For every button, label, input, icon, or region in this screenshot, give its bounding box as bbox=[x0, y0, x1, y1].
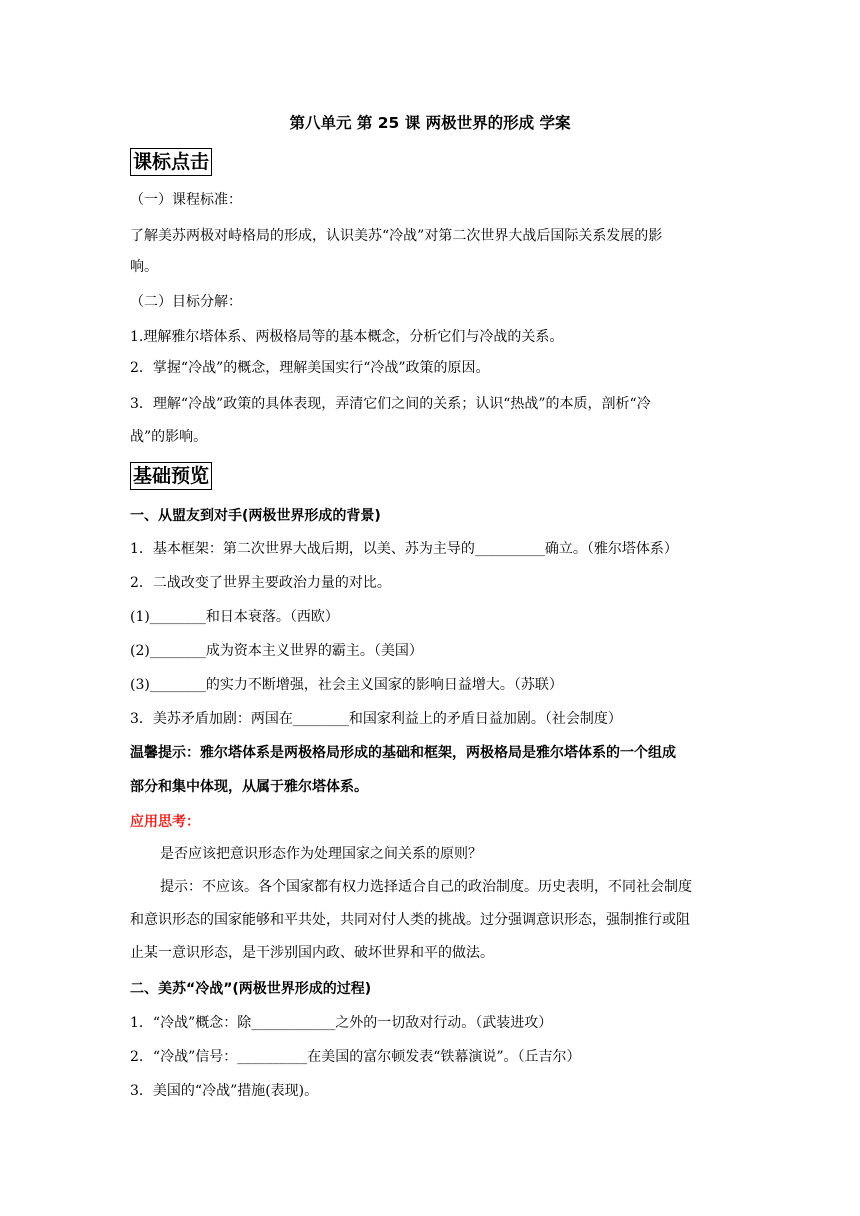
course-standard-text-1: 了解美苏两极对峙格局的形成，认识美苏“冷战”对第二次世界大战后国际关系发展的影 bbox=[130, 228, 663, 244]
tip-line-1: 温馨提示：雅尔塔体系是两极格局形成的基础和框架，两极格局是雅尔塔体系的一个组成 bbox=[130, 745, 676, 761]
apply-answer-2: 和意识形态的国家能够和平共处，共同对付人类的挑战。过分强调意识形态，强制推行或阻 bbox=[130, 912, 690, 928]
section-heading-preview: 基础预览 bbox=[130, 462, 212, 490]
part1-line-6: 3．美苏矛盾加剧：两国在________和国家利益上的矛盾日益加剧。（社会制度） bbox=[130, 711, 622, 727]
part2-line-2: 2．“冷战”信号：__________在美国的富尔顿发表“铁幕演说”。（丘吉尔） bbox=[130, 1049, 581, 1065]
course-standard-text-2: 响。 bbox=[130, 259, 158, 275]
apply-thinking-label: 应用思考： bbox=[130, 814, 200, 830]
part1-title: 一、从盟友到对手(两极世界形成的背景) bbox=[130, 508, 381, 524]
part2-line-3: 3．美国的“冷战”措施(表现)。 bbox=[130, 1083, 319, 1099]
part1-line-5: (3)________的实力不断增强，社会主义国家的影响日益增大。（苏联） bbox=[130, 677, 563, 693]
goal-item-2: 2．掌握“冷战”的概念，理解美国实行“冷战”政策的原因。 bbox=[130, 360, 490, 376]
part2-line-1: 1．“冷战”概念：除____________之外的一切敌对行动。（武装进攻） bbox=[130, 1015, 553, 1031]
tip-line-2: 部分和集中体现，从属于雅尔塔体系。 bbox=[130, 779, 368, 795]
course-standard-label: （一）课程标准： bbox=[130, 192, 242, 208]
apply-answer-3: 止某一意识形态，是干涉别国内政、破坏世界和平的做法。 bbox=[130, 945, 494, 961]
part1-line-4: (2)________成为资本主义世界的霸主。（美国） bbox=[130, 643, 423, 659]
goal-item-1: 1.理解雅尔塔体系、两极格局等的基本概念，分析它们与冷战的关系。 bbox=[130, 329, 564, 345]
apply-question: 是否应该把意识形态作为处理国家之间关系的原则？ bbox=[160, 846, 482, 862]
part1-line-1: 1．基本框架：第二次世界大战后期，以美、苏为主导的__________确立。（雅尔塔体系） bbox=[130, 541, 678, 557]
section-heading-standards: 课标点击 bbox=[130, 148, 212, 176]
goal-item-3a: 3．理解“冷战”政策的具体表现，弄清它们之间的关系；认识“热战”的本质，剖析“冷 bbox=[130, 396, 651, 412]
apply-answer-1: 提示：不应该。各个国家都有权力选择适合自己的政治制度。历史表明，不同社会制度 bbox=[160, 879, 692, 895]
part1-line-3: (1)________和日本衰落。（西欧） bbox=[130, 609, 339, 625]
part2-title: 二、美苏“冷战”(两极世界形成的过程) bbox=[130, 981, 372, 997]
part1-line-2: 2．二战改变了世界主要政治力量的对比。 bbox=[130, 575, 391, 591]
goal-item-3b: 战”的影响。 bbox=[130, 429, 208, 445]
document-title: 第八单元 第 25 课 两极世界的形成 学案 bbox=[289, 114, 571, 132]
goal-label: （二）目标分解： bbox=[130, 294, 242, 310]
